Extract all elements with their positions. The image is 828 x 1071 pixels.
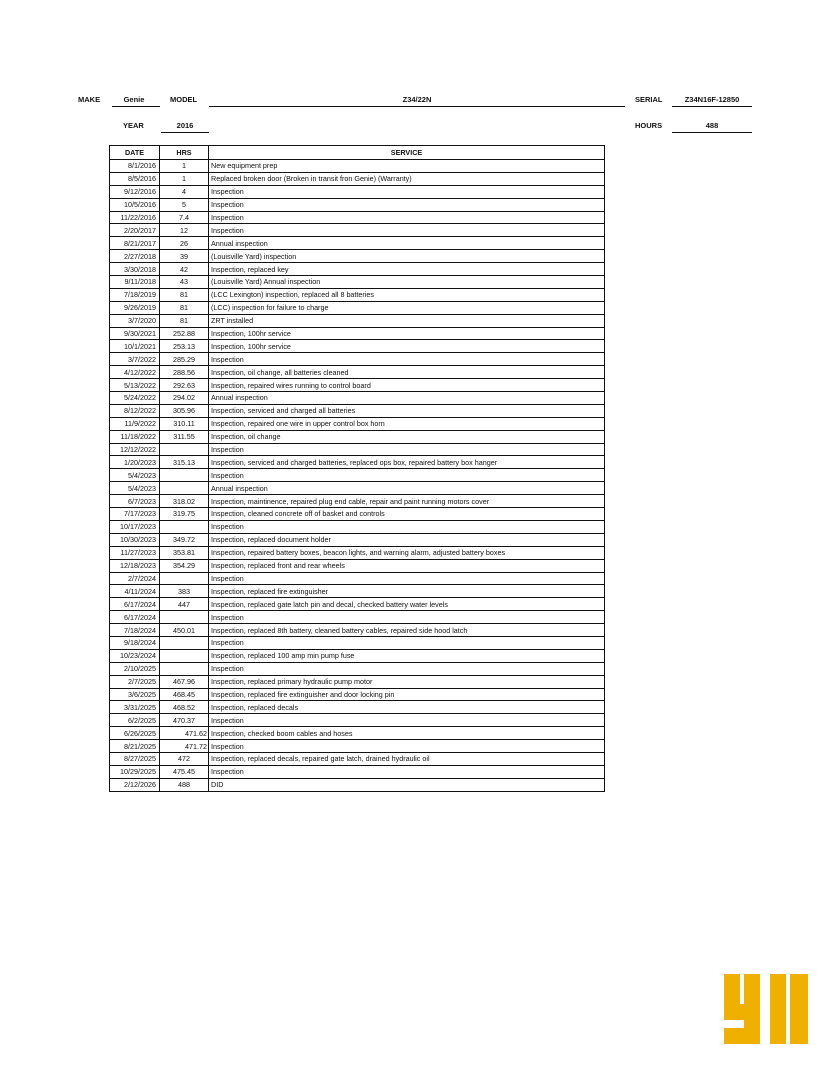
date-cell: 2/10/2025 xyxy=(110,662,160,675)
hrs-cell: 468.45 xyxy=(160,688,209,701)
table-row xyxy=(110,263,605,276)
hrs-cell: 467.96 xyxy=(160,675,209,688)
hrs-cell: 252.88 xyxy=(160,327,209,340)
date-cell: 5/13/2022 xyxy=(110,379,160,392)
hrs-cell: 471.62 xyxy=(160,727,209,740)
hrs-cell: 1 xyxy=(160,172,209,185)
make-underline xyxy=(112,106,160,107)
service-cell: Inspection, maintinence, repaired plug end cable, repair and paint running motors cover xyxy=(209,495,605,508)
date-cell: 4/12/2022 xyxy=(110,366,160,379)
date-cell: 8/1/2016 xyxy=(110,160,160,173)
service-cell: Inspection, serviced and charged all batteries xyxy=(209,404,605,417)
table-row xyxy=(110,714,605,727)
year-label: YEAR xyxy=(123,121,144,130)
date-cell: 9/11/2018 xyxy=(110,276,160,289)
hrs-cell: 42 xyxy=(160,263,209,276)
date-cell: 8/21/2025 xyxy=(110,740,160,753)
table-header-row xyxy=(110,146,605,160)
hrs-cell xyxy=(160,469,209,482)
table-row xyxy=(110,572,605,585)
table-row xyxy=(110,327,605,340)
model-underline xyxy=(209,106,625,107)
hrs-cell: 475.45 xyxy=(160,765,209,778)
service-cell: Inspection xyxy=(209,714,605,727)
hours-underline xyxy=(672,132,752,133)
hrs-cell: 294.02 xyxy=(160,392,209,405)
service-cell: Inspection, oil change, all batteries cleaned xyxy=(209,366,605,379)
make-label: MAKE xyxy=(78,95,101,104)
hrs-cell: 353.81 xyxy=(160,546,209,559)
hrs-cell: 253.13 xyxy=(160,340,209,353)
date-cell: 6/17/2024 xyxy=(110,611,160,624)
table-row xyxy=(110,250,605,263)
service-cell: Inspection, repaired battery boxes, beacon lights, and warning alarm, adjusted battery boxes xyxy=(209,546,605,559)
date-cell: 9/12/2016 xyxy=(110,185,160,198)
service-cell: DID xyxy=(209,778,605,791)
service-cell: (LCC Lexington) inspection, replaced all 8 batteries xyxy=(209,288,605,301)
date-cell: 3/31/2025 xyxy=(110,701,160,714)
hrs-cell: 39 xyxy=(160,250,209,263)
hrs-cell: 4 xyxy=(160,185,209,198)
serial-underline xyxy=(672,106,752,107)
service-cell: Inspection xyxy=(209,636,605,649)
hrs-cell: 1 xyxy=(160,160,209,173)
date-cell: 7/18/2019 xyxy=(110,288,160,301)
date-cell: 6/7/2023 xyxy=(110,495,160,508)
column-header-hrs: HRS xyxy=(160,146,209,160)
date-cell: 6/2/2025 xyxy=(110,714,160,727)
table-row xyxy=(110,701,605,714)
service-cell: Inspection xyxy=(209,740,605,753)
date-cell: 3/6/2025 xyxy=(110,688,160,701)
hrs-cell xyxy=(160,482,209,495)
date-cell: 12/18/2023 xyxy=(110,559,160,572)
date-cell: 10/29/2025 xyxy=(110,765,160,778)
date-cell: 8/21/2017 xyxy=(110,237,160,250)
hrs-cell xyxy=(160,611,209,624)
hrs-cell: 471.72 xyxy=(160,740,209,753)
date-cell: 8/12/2022 xyxy=(110,404,160,417)
date-cell: 5/4/2023 xyxy=(110,469,160,482)
table-row xyxy=(110,172,605,185)
date-cell: 2/20/2017 xyxy=(110,224,160,237)
hrs-cell: 318.02 xyxy=(160,495,209,508)
table-row xyxy=(110,185,605,198)
hrs-cell: 305.96 xyxy=(160,404,209,417)
service-cell: Inspection, serviced and charged batteries, replaced ops box, repaired battery box hanger xyxy=(209,456,605,469)
hrs-cell: 383 xyxy=(160,585,209,598)
service-cell: Inspection, replaced 8th battery, cleaned battery cables, repaired side hood latch xyxy=(209,624,605,637)
hrs-cell: 311.55 xyxy=(160,430,209,443)
table-row xyxy=(110,301,605,314)
service-cell: Inspection xyxy=(209,198,605,211)
service-cell: New equipment prep xyxy=(209,160,605,173)
column-header-service: SERVICE xyxy=(209,146,605,160)
service-cell: Inspection xyxy=(209,224,605,237)
table-row xyxy=(110,585,605,598)
service-cell: Inspection xyxy=(209,443,605,456)
service-cell: Inspection xyxy=(209,611,605,624)
table-row xyxy=(110,237,605,250)
table-row xyxy=(110,160,605,173)
hrs-cell: 81 xyxy=(160,314,209,327)
hrs-cell: 310.11 xyxy=(160,417,209,430)
hrs-cell: 472 xyxy=(160,752,209,765)
hrs-cell: 488 xyxy=(160,778,209,791)
hrs-cell: 81 xyxy=(160,288,209,301)
hrs-cell: 319.75 xyxy=(160,508,209,521)
table-row xyxy=(110,198,605,211)
service-cell: Inspection, replaced primary hydraulic pump motor xyxy=(209,675,605,688)
service-cell: Inspection, 100hr service xyxy=(209,327,605,340)
table-row xyxy=(110,675,605,688)
date-cell: 10/17/2023 xyxy=(110,520,160,533)
date-cell: 2/7/2024 xyxy=(110,572,160,585)
hrs-cell xyxy=(160,520,209,533)
service-cell: Inspection xyxy=(209,469,605,482)
hrs-cell: 81 xyxy=(160,301,209,314)
hrs-cell: 470.37 xyxy=(160,714,209,727)
table-row xyxy=(110,598,605,611)
service-cell: Inspection xyxy=(209,353,605,366)
table-row xyxy=(110,778,605,791)
table-row xyxy=(110,727,605,740)
hrs-cell: 292.63 xyxy=(160,379,209,392)
date-cell: 10/30/2023 xyxy=(110,533,160,546)
table-row xyxy=(110,752,605,765)
date-cell: 2/7/2025 xyxy=(110,675,160,688)
table-row xyxy=(110,482,605,495)
service-cell: Inspection, replaced decals, repaired gate latch, drained hydraulic oil xyxy=(209,752,605,765)
date-cell: 9/18/2024 xyxy=(110,636,160,649)
service-cell: (LCC) inspection for failure to charge xyxy=(209,301,605,314)
service-cell: Inspection, cleaned concrete off of basket and controls xyxy=(209,508,605,521)
date-cell: 9/26/2019 xyxy=(110,301,160,314)
hrs-cell: 12 xyxy=(160,224,209,237)
table-row xyxy=(110,353,605,366)
date-cell: 4/11/2024 xyxy=(110,585,160,598)
table-row xyxy=(110,533,605,546)
service-cell: Inspection xyxy=(209,185,605,198)
yj-logo-icon xyxy=(722,970,810,1046)
date-cell: 10/23/2024 xyxy=(110,649,160,662)
table-row xyxy=(110,456,605,469)
hrs-cell: 43 xyxy=(160,276,209,289)
hrs-cell: 354.29 xyxy=(160,559,209,572)
serial-value: Z34N16F-12850 xyxy=(684,95,740,104)
table-row xyxy=(110,546,605,559)
date-cell: 2/12/2026 xyxy=(110,778,160,791)
year-underline xyxy=(161,132,209,133)
hrs-cell: 349.72 xyxy=(160,533,209,546)
service-cell: Inspection, replaced fire extinguisher and door locking pin xyxy=(209,688,605,701)
hrs-cell: 288.56 xyxy=(160,366,209,379)
hrs-cell xyxy=(160,572,209,585)
service-cell: Inspection, repaired wires running to control board xyxy=(209,379,605,392)
service-cell: Inspection, replaced key xyxy=(209,263,605,276)
service-cell: Inspection xyxy=(209,572,605,585)
service-cell: Inspection xyxy=(209,765,605,778)
table-row xyxy=(110,430,605,443)
table-row xyxy=(110,340,605,353)
service-cell: (Louisville Yard) inspection xyxy=(209,250,605,263)
date-cell: 11/18/2022 xyxy=(110,430,160,443)
hrs-cell: 5 xyxy=(160,198,209,211)
hrs-cell: 285.29 xyxy=(160,353,209,366)
column-header-date: DATE xyxy=(110,146,160,160)
table-row xyxy=(110,688,605,701)
hrs-cell: 468.52 xyxy=(160,701,209,714)
date-cell: 9/30/2021 xyxy=(110,327,160,340)
date-cell: 12/12/2022 xyxy=(110,443,160,456)
service-cell: Inspection, replaced document holder xyxy=(209,533,605,546)
table-row xyxy=(110,636,605,649)
table-row xyxy=(110,211,605,224)
service-cell: Inspection, replaced fire extinguisher xyxy=(209,585,605,598)
hrs-cell xyxy=(160,662,209,675)
table-row xyxy=(110,443,605,456)
service-cell: Inspection, 100hr service xyxy=(209,340,605,353)
date-cell: 1/20/2023 xyxy=(110,456,160,469)
service-cell: Inspection xyxy=(209,520,605,533)
date-cell: 3/30/2018 xyxy=(110,263,160,276)
service-cell: Annual inspection xyxy=(209,392,605,405)
service-cell: Inspection, replaced gate latch pin and decal, checked battery water levels xyxy=(209,598,605,611)
service-cell: Inspection, oil change xyxy=(209,430,605,443)
service-cell: Annual inspection xyxy=(209,482,605,495)
table-row xyxy=(110,520,605,533)
hours-value: 488 xyxy=(705,121,719,130)
table-row xyxy=(110,417,605,430)
table-row xyxy=(110,392,605,405)
date-cell: 11/9/2022 xyxy=(110,417,160,430)
table-row xyxy=(110,404,605,417)
table-row xyxy=(110,611,605,624)
date-cell: 7/18/2024 xyxy=(110,624,160,637)
service-cell: Inspection, replaced 100 amp min pump fuse xyxy=(209,649,605,662)
service-log-table xyxy=(109,145,605,792)
service-cell: Inspection, repaired one wire in upper control box horn xyxy=(209,417,605,430)
service-cell: ZRT installed xyxy=(209,314,605,327)
service-cell: (Louisville Yard) Annual inspection xyxy=(209,276,605,289)
date-cell: 5/4/2023 xyxy=(110,482,160,495)
table-row xyxy=(110,314,605,327)
table-row xyxy=(110,288,605,301)
hrs-cell xyxy=(160,649,209,662)
date-cell: 3/7/2022 xyxy=(110,353,160,366)
service-cell: Inspection xyxy=(209,211,605,224)
date-cell: 11/22/2016 xyxy=(110,211,160,224)
model-value: Z34/22N xyxy=(402,95,432,104)
table-row xyxy=(110,508,605,521)
hrs-cell xyxy=(160,443,209,456)
table-row xyxy=(110,740,605,753)
hrs-cell: 26 xyxy=(160,237,209,250)
year-value: 2016 xyxy=(176,121,194,130)
service-cell: Replaced broken door (Broken in transit fron Genie) (Warranty) xyxy=(209,172,605,185)
hrs-cell: 315.13 xyxy=(160,456,209,469)
table-row xyxy=(110,662,605,675)
service-cell: Inspection xyxy=(209,662,605,675)
table-row xyxy=(110,559,605,572)
make-value: Genie xyxy=(123,95,145,104)
table-row xyxy=(110,379,605,392)
table-row xyxy=(110,624,605,637)
table-row xyxy=(110,649,605,662)
table-row xyxy=(110,495,605,508)
serial-label: SERIAL xyxy=(635,95,663,104)
hrs-cell: 7.4 xyxy=(160,211,209,224)
date-cell: 6/26/2025 xyxy=(110,727,160,740)
table-row xyxy=(110,366,605,379)
table-row xyxy=(110,224,605,237)
date-cell: 11/27/2023 xyxy=(110,546,160,559)
service-cell: Inspection, checked boom cables and hoses xyxy=(209,727,605,740)
date-cell: 2/27/2018 xyxy=(110,250,160,263)
date-cell: 8/27/2025 xyxy=(110,752,160,765)
service-log-body xyxy=(110,160,605,792)
table-row xyxy=(110,469,605,482)
date-cell: 3/7/2020 xyxy=(110,314,160,327)
date-cell: 7/17/2023 xyxy=(110,508,160,521)
hrs-cell: 450.01 xyxy=(160,624,209,637)
date-cell: 10/1/2021 xyxy=(110,340,160,353)
service-cell: Annual inspection xyxy=(209,237,605,250)
date-cell: 8/5/2016 xyxy=(110,172,160,185)
table-row xyxy=(110,765,605,778)
date-cell: 6/17/2024 xyxy=(110,598,160,611)
date-cell: 5/24/2022 xyxy=(110,392,160,405)
hours-label: HOURS xyxy=(635,121,663,130)
hrs-cell: 447 xyxy=(160,598,209,611)
table-row xyxy=(110,276,605,289)
service-cell: Inspection, replaced decals xyxy=(209,701,605,714)
service-cell: Inspection, replaced front and rear wheels xyxy=(209,559,605,572)
date-cell: 10/5/2016 xyxy=(110,198,160,211)
hrs-cell xyxy=(160,636,209,649)
model-label: MODEL xyxy=(170,95,198,104)
